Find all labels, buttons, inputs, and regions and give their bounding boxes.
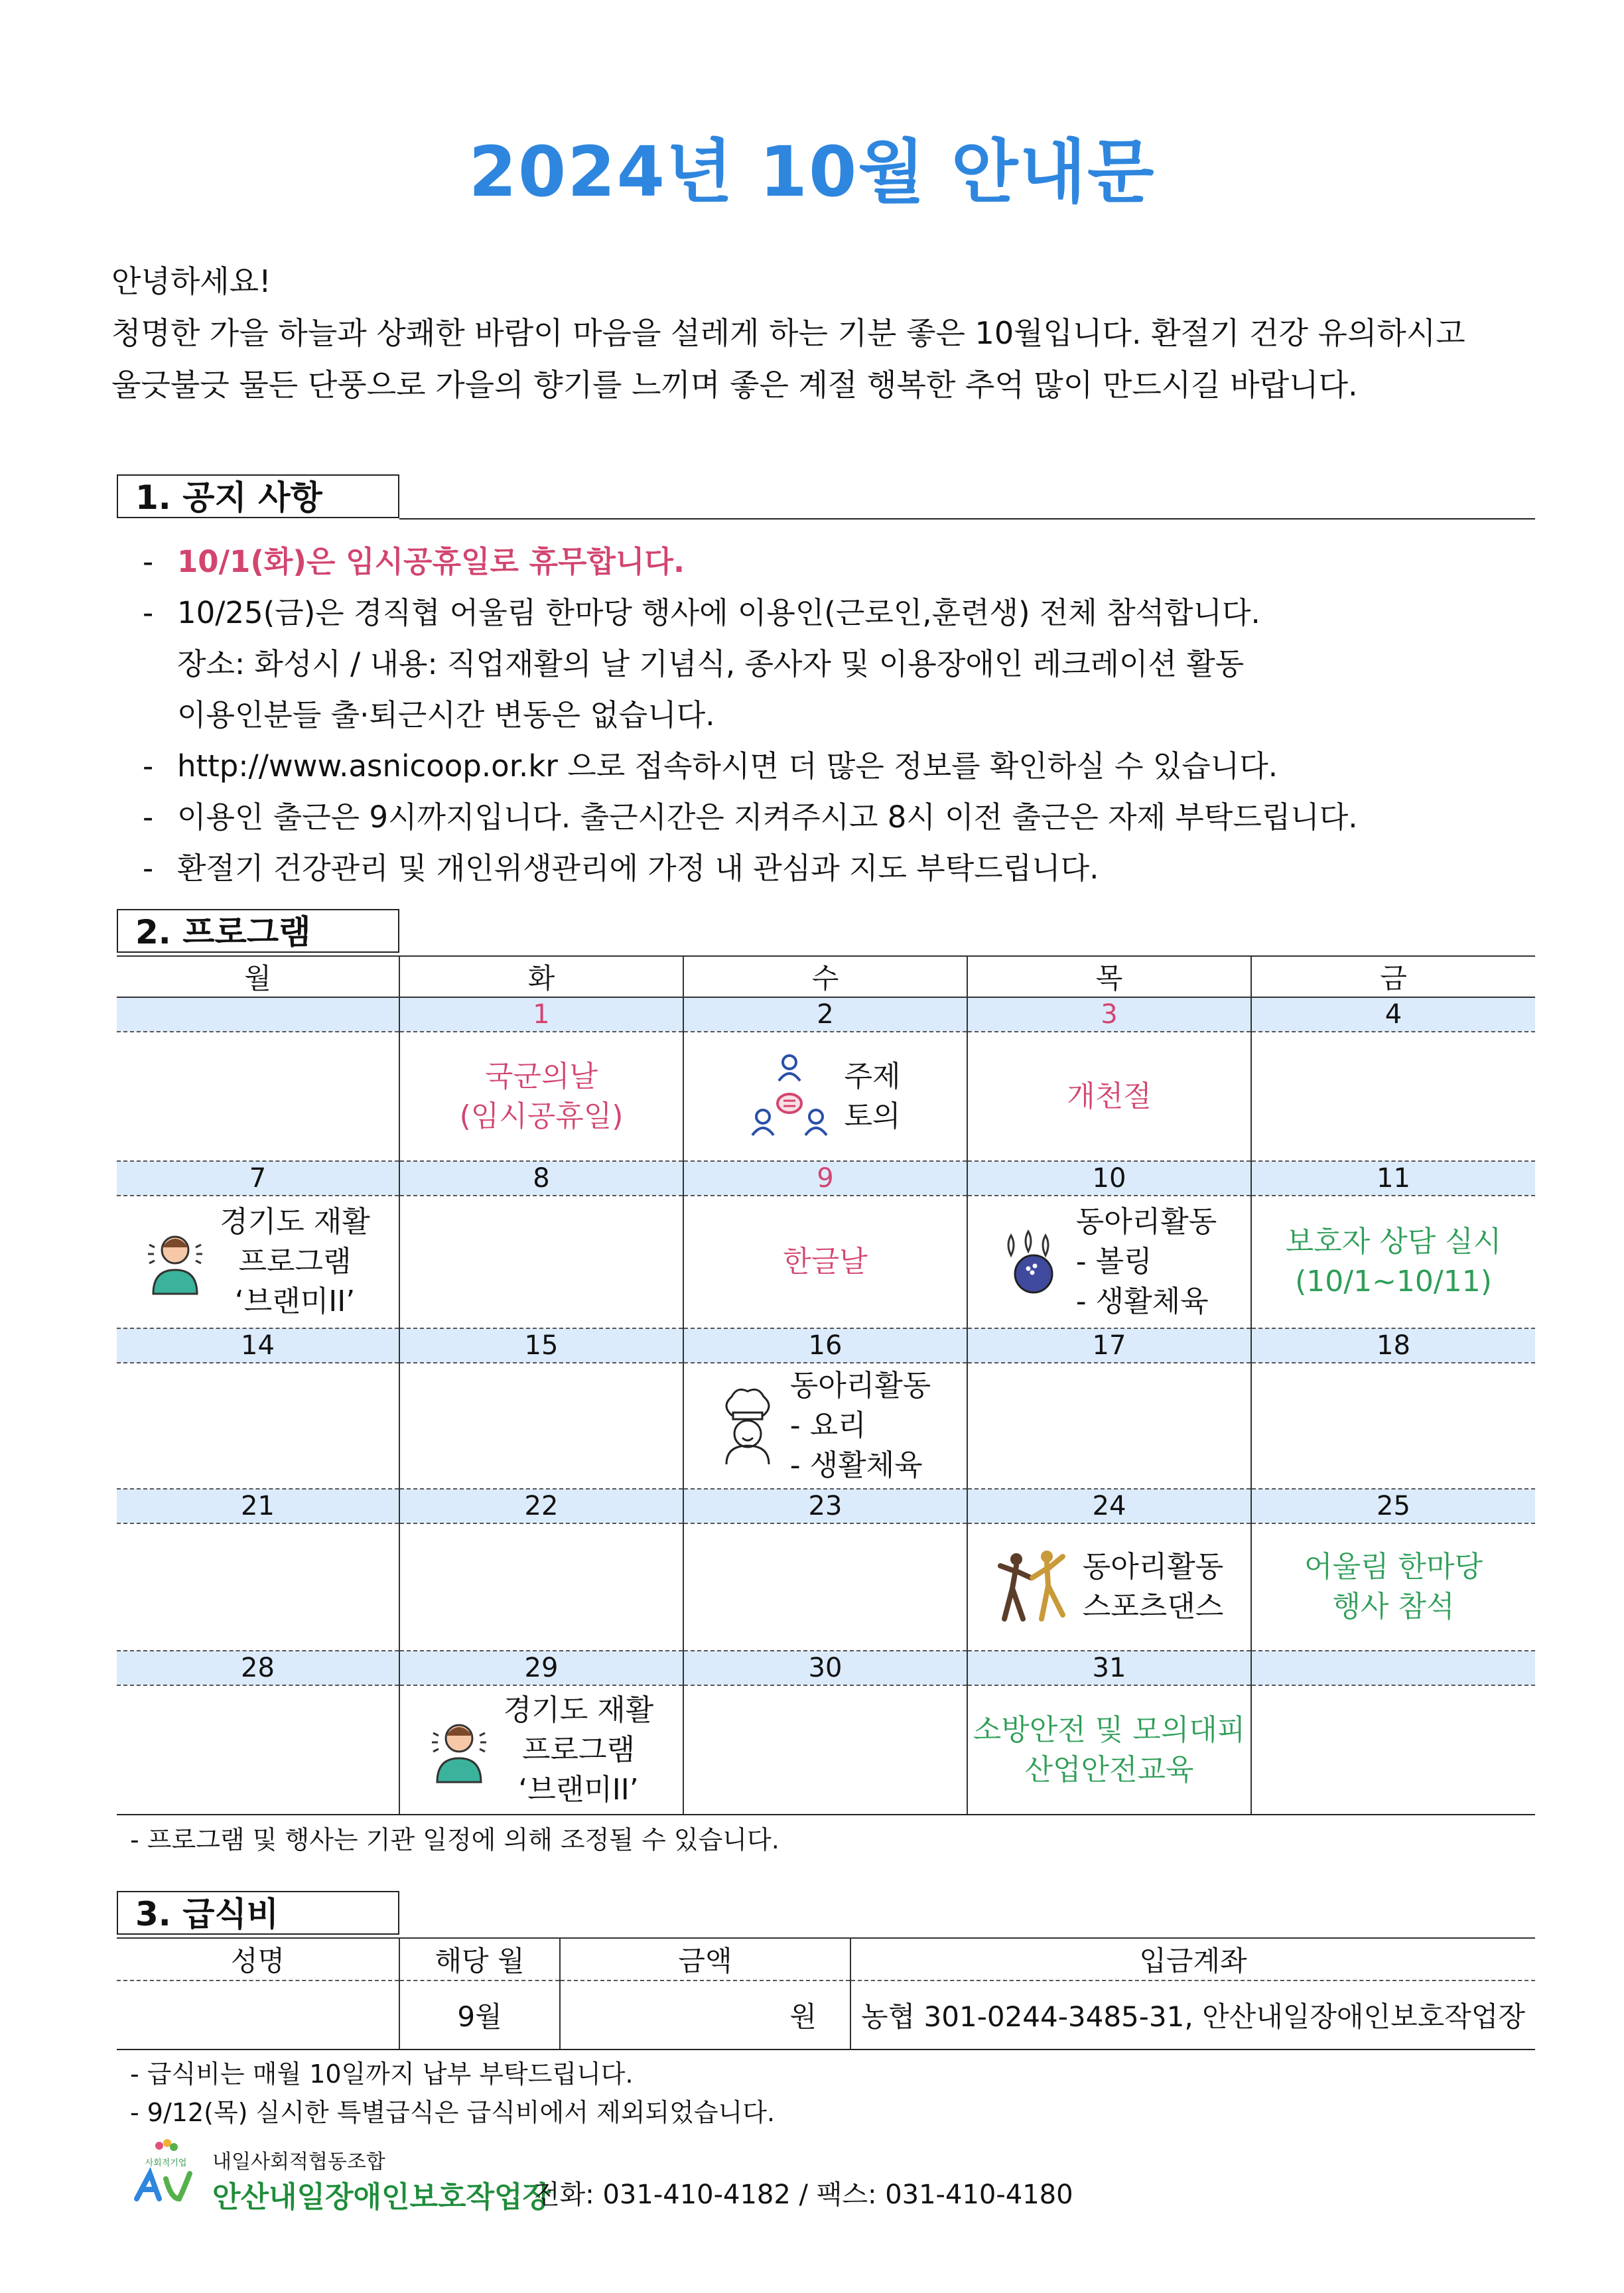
website-link[interactable]: http://www.asnicoop.or.kr 으로 접속하시면 더 많은 정보를 확인하실 수 있습니다. bbox=[177, 748, 1278, 784]
table-header: 해당 월 bbox=[399, 1938, 560, 1980]
event-text: - 생활체육 bbox=[1075, 1285, 1209, 1318]
month-cell: 9월 bbox=[399, 1980, 560, 2050]
calendar-cell bbox=[399, 1363, 683, 1489]
program-calendar bbox=[117, 955, 1535, 1815]
day-number: 4 bbox=[1251, 997, 1535, 1032]
day-number: 28 bbox=[117, 1651, 399, 1685]
day-number: 8 bbox=[399, 1161, 683, 1196]
meal-note: - 급식비는 매월 10일까지 납부 부탁드립니다. bbox=[130, 2059, 634, 2089]
weekday-header: 금 bbox=[1251, 956, 1535, 997]
organization-logo bbox=[133, 2138, 199, 2207]
day-number: 29 bbox=[399, 1651, 683, 1685]
notice-list bbox=[143, 536, 1542, 894]
footer-name: 안산내일장애인보호작업장 bbox=[212, 2180, 551, 2214]
weekday-header: 월 bbox=[117, 956, 399, 997]
day-number: 31 bbox=[967, 1651, 1251, 1685]
intro-text bbox=[111, 255, 1544, 411]
calendar-cell bbox=[967, 1523, 1251, 1651]
notice-item: 이용인분들 출·퇴근시간 변동은 없습니다. bbox=[177, 697, 715, 732]
section-heading-meal: 3. 급식비 bbox=[117, 1891, 399, 1935]
calendar-cell bbox=[967, 1685, 1251, 1815]
logo-mark-icon bbox=[133, 2138, 199, 2204]
calendar-cell bbox=[1251, 1523, 1535, 1651]
event-text: 주제 bbox=[844, 1059, 901, 1093]
sports-dance-icon bbox=[995, 1547, 1068, 1627]
event-text: ‘브랜미II’ bbox=[234, 1285, 356, 1318]
calendar-cell bbox=[117, 1363, 399, 1489]
event-text: 행사 참석 bbox=[1332, 1590, 1455, 1624]
meal-fee-table bbox=[117, 1937, 1535, 2050]
event-text: 한글날 bbox=[783, 1245, 868, 1279]
event-text: 스포츠댄스 bbox=[1082, 1590, 1224, 1624]
day-number bbox=[1251, 1651, 1535, 1685]
day-number: 14 bbox=[117, 1328, 399, 1363]
page-title: 2024년 10월 안내문 bbox=[468, 131, 1156, 212]
event-text: 동아리활동 bbox=[1082, 1550, 1224, 1584]
section-heading-notices: 1. 공지 사항 bbox=[117, 474, 399, 518]
day-number: 15 bbox=[399, 1328, 683, 1363]
event-text: ‘브랜미II’ bbox=[518, 1772, 639, 1807]
notice-item: - 이용인 출근은 9시까지입니다. 출근시간은 지켜주시고 8시 이전 출근은 자제 부탁드립니다. bbox=[143, 799, 1358, 835]
intro-line: 안녕하세요! bbox=[111, 263, 271, 299]
day-number: 21 bbox=[117, 1489, 399, 1523]
day-number: 10 bbox=[967, 1161, 1251, 1196]
event-text: 보호자 상담 실시 bbox=[1285, 1225, 1502, 1259]
event-text: 개천절 bbox=[1067, 1079, 1152, 1113]
day-number: 11 bbox=[1251, 1161, 1535, 1196]
table-header: 성명 bbox=[117, 1938, 399, 1980]
intro-line: 청명한 가을 하늘과 상쾌한 바람이 마음을 설레게 하는 기분 좋은 10월입니다. 환절기 건강 유의하시고 bbox=[111, 315, 1465, 351]
calendar-cell bbox=[683, 1685, 967, 1815]
amount-cell[interactable]: 원 bbox=[560, 1980, 850, 2050]
event-text: 소방안전 및 모의대피 bbox=[973, 1712, 1246, 1747]
table-row bbox=[117, 1980, 1535, 2050]
notice-item: - 10/25(금)은 경직협 어울림 한마당 행사에 이용인(근로인,훈련생) 전체 참석합니다. bbox=[143, 595, 1260, 630]
day-number: 16 bbox=[683, 1328, 967, 1363]
event-text: 토의 bbox=[844, 1099, 901, 1133]
calendar-cell bbox=[399, 1523, 683, 1651]
calendar-cell bbox=[1251, 1685, 1535, 1815]
event-text: (10/1~10/11) bbox=[1295, 1265, 1492, 1298]
weekday-header: 화 bbox=[399, 956, 683, 997]
weekday-header: 수 bbox=[683, 956, 967, 997]
day-number: 2 bbox=[683, 997, 967, 1032]
section-divider bbox=[399, 518, 1535, 520]
notice-item: - 환절기 건강관리 및 개인위생관리에 가정 내 관심과 지도 부탁드립니다. bbox=[143, 851, 1099, 886]
calendar-cell bbox=[399, 1196, 683, 1328]
event-text: 동아리활동 bbox=[789, 1369, 931, 1403]
calendar-cell bbox=[683, 1523, 967, 1651]
day-number: 25 bbox=[1251, 1489, 1535, 1523]
footer-org: 내일사회적협동조합 bbox=[212, 2150, 385, 2174]
chef-icon bbox=[720, 1386, 776, 1466]
calendar-cell bbox=[683, 1032, 967, 1161]
day-number: 9 bbox=[683, 1161, 967, 1196]
day-number: 24 bbox=[967, 1489, 1251, 1523]
account-cell: 농협 301-0244-3485-31, 안산내일장애인보호작업장 bbox=[850, 1980, 1535, 2050]
calendar-cell bbox=[967, 1032, 1251, 1161]
footer-contact: 전화: 031-410-4182 / 팩스: 031-410-4180 bbox=[534, 2180, 1073, 2210]
event-text: 경기도 재활 bbox=[220, 1205, 370, 1239]
calendar-cell bbox=[117, 1032, 399, 1161]
day-number: 18 bbox=[1251, 1328, 1535, 1363]
calendar-cell bbox=[967, 1363, 1251, 1489]
day-number: 7 bbox=[117, 1161, 399, 1196]
calendar-cell bbox=[1251, 1196, 1535, 1328]
discussion-group-icon bbox=[750, 1050, 829, 1143]
calendar-cell bbox=[117, 1523, 399, 1651]
event-text: 프로그램 bbox=[238, 1245, 352, 1279]
calendar-cell bbox=[117, 1196, 399, 1328]
calendar-cell bbox=[967, 1196, 1251, 1328]
notice-item: - 10/1(화)은 임시공휴일로 휴무합니다. bbox=[143, 544, 685, 579]
calendar-cell bbox=[117, 1685, 399, 1815]
day-number: 1 bbox=[399, 997, 683, 1032]
event-text: - 요리 bbox=[789, 1409, 866, 1442]
day-number: 3 bbox=[967, 997, 1251, 1032]
logo-label: 사회적기업 bbox=[145, 2158, 187, 2168]
event-text: (임시공휴일) bbox=[459, 1099, 624, 1133]
calendar-cell bbox=[683, 1363, 967, 1489]
event-text: 동아리활동 bbox=[1075, 1205, 1217, 1239]
section-heading-program: 2. 프로그램 bbox=[117, 909, 399, 953]
table-header: 금액 bbox=[560, 1938, 850, 1980]
table-header: 입금계좌 bbox=[850, 1938, 1535, 1980]
day-number bbox=[117, 997, 399, 1032]
rehab-person-icon bbox=[145, 1229, 205, 1295]
notice-item: 장소: 화성시 / 내용: 직업재활의 날 기념식, 종사자 및 이용장애인 레크레이션 활동 bbox=[177, 646, 1245, 681]
day-number: 17 bbox=[967, 1328, 1251, 1363]
rehab-person-icon bbox=[429, 1717, 489, 1783]
calendar-cell bbox=[1251, 1032, 1535, 1161]
weekday-header: 목 bbox=[967, 956, 1251, 997]
calendar-cell bbox=[399, 1032, 683, 1161]
event-text: 프로그램 bbox=[521, 1732, 635, 1767]
event-text: 경기도 재활 bbox=[503, 1693, 654, 1727]
day-number: 22 bbox=[399, 1489, 683, 1523]
program-note: - 프로그램 및 행사는 기관 일정에 의해 조정될 수 있습니다. bbox=[130, 1825, 779, 1854]
event-text: - 생활체육 bbox=[789, 1448, 923, 1482]
event-text: - 볼링 bbox=[1075, 1245, 1152, 1279]
notice-item: - http://www.asnicoop.or.kr 으로 접속하시면 더 많은 정보를 확인하실 수 있습니다. bbox=[143, 740, 1542, 792]
event-text: 국군의날 bbox=[484, 1059, 598, 1093]
intro-line: 울긋불긋 물든 단풍으로 가을의 향기를 느끼며 좋은 계절 행복한 추억 많이 만드시길 바랍니다. bbox=[111, 367, 1358, 403]
event-text: 어울림 한마당 bbox=[1304, 1550, 1483, 1584]
calendar-cell bbox=[683, 1196, 967, 1328]
day-number: 30 bbox=[683, 1651, 967, 1685]
day-number: 23 bbox=[683, 1489, 967, 1523]
name-cell[interactable] bbox=[117, 1980, 399, 2050]
bowling-icon bbox=[1002, 1229, 1061, 1295]
meal-note: - 9/12(목) 실시한 특별급식은 급식비에서 제외되었습니다. bbox=[130, 2098, 776, 2127]
event-text: 산업안전교육 bbox=[1024, 1752, 1194, 1787]
calendar-cell bbox=[399, 1685, 683, 1815]
calendar-cell bbox=[1251, 1363, 1535, 1489]
